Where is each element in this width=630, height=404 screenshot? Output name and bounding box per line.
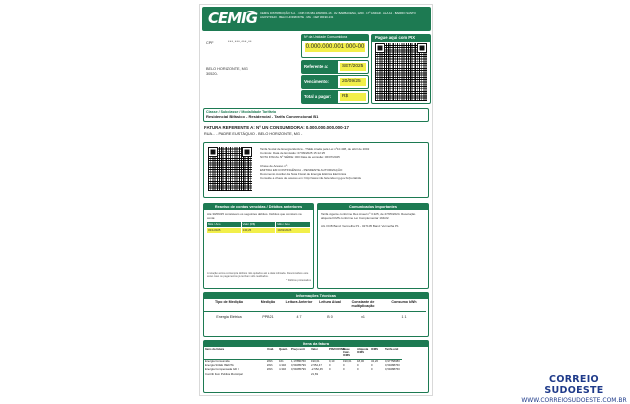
items-cell: Energia Compensada GD I — [205, 367, 239, 372]
customer-city: BELO HORIZONTE, MG — [206, 67, 248, 71]
items-cell: kWh — [267, 359, 273, 364]
overdue-header: Mês / Ano — [276, 222, 310, 227]
items-cell: Energia SCEE ISENTA — [205, 363, 234, 368]
technical-panel — [203, 292, 429, 337]
items-cell: 0,59285799 — [291, 367, 306, 372]
technical-cell: 1 1 — [401, 315, 407, 320]
items-header: Base Calc. ICMS — [342, 347, 356, 359]
items-table — [204, 347, 428, 376]
pix-box — [371, 34, 431, 104]
overdue-text: Até 30/09/25 constavam os seguintes débitos. Débitos que constam na conta: — [207, 212, 302, 221]
company-info: CEMIG DISTRIBUIÇÃO S.A. · CNPJ 06.981.180/0001-16 · AV. BARBACENA, 1200 · 17º ANDAR · ALA A1 · BAIRRO SANTO AGOSTINHO · BELO HORIZONTE · MG · CEP 30190-131 — [260, 11, 416, 19]
fiscal-line: Documento Auxiliar da Nota Fiscal de Energia Elétrica Eletrônica — [260, 172, 347, 177]
items-cell: 18,00 — [357, 359, 364, 364]
overdue-note — [207, 273, 311, 283]
items-cell: Energia Consumida — [205, 359, 230, 364]
items-cell: 0,59288760 — [385, 363, 400, 368]
items-cell: 0 — [329, 367, 331, 372]
invoice-reference: FATURA REFERENTE A: Nº UN CONSUMIDORA: 0.000.000.000.000-17 — [204, 125, 349, 130]
due-date-row — [301, 75, 369, 89]
total-row — [301, 90, 369, 104]
technical-header: Leitura Anterior — [282, 299, 316, 312]
technical-title: Informações Técnicas — [204, 293, 428, 299]
items-header: Alíquota ICMS — [356, 347, 370, 359]
classification-box — [203, 108, 429, 122]
fiscal-line: Chave de Acesso nº: — [260, 163, 288, 168]
total-label: Total a pagar: — [302, 91, 338, 103]
fiscal-text — [260, 147, 426, 181]
technical-header: Medição — [254, 299, 282, 312]
fiscal-line: Consulte a chave de acesso em: http://www.nfe.fazenda.mg.gov.br/portalnfe — [260, 176, 362, 181]
technical-cell: B 0 — [327, 315, 333, 320]
items-cell: 34,20 — [371, 359, 378, 364]
technical-header: Constante de multiplicação — [344, 299, 382, 312]
fiscal-line: NOTA FISCAL Nº SÉRIE: 000 Data de emissão: 06/07/2025 — [260, 155, 340, 160]
items-cell — [266, 372, 278, 376]
items-cell: kWh — [267, 367, 273, 372]
total-value: R$ — [340, 93, 366, 101]
items-header: Preço unit — [290, 347, 310, 359]
technical-table — [204, 299, 428, 322]
fiscal-qr-code-icon — [208, 147, 252, 191]
items-header: PIS/COFINS — [328, 347, 342, 359]
items-cell: 0,59285799 — [291, 363, 306, 368]
items-cell: 0 — [343, 367, 345, 372]
reference-value: SET/2025 — [340, 63, 366, 71]
items-header: Quant. — [278, 347, 290, 359]
classification-value: Residencial Bifásico - Residencial - Tarifa Convencional B1 — [206, 114, 319, 120]
overdue-title: Reaviso de contas vencidas / Débitos anteriores — [204, 204, 313, 210]
items-cell: 190,01 — [343, 359, 352, 364]
items-cell: 0,59288760 — [385, 367, 400, 372]
notices-panel — [317, 203, 429, 289]
overdue-note-text: A relação acima contempla débitos não quitados até a data indicada. Desconsidere este aviso caso os pagamentos já tenham sido realizados. — [207, 272, 309, 279]
items-cell: 190,01 — [311, 359, 320, 364]
items-cell: 2.552,47 — [311, 363, 322, 368]
items-header: Valor — [310, 347, 328, 359]
technical-cell: Energia Elétrica — [216, 315, 242, 320]
notices-text-2: AG OCB Band: Vermelha P1 - 027105 Band: Vermelha P1 — [321, 224, 399, 229]
due-date-value: 20/09/25 — [340, 78, 366, 86]
items-cell — [328, 372, 342, 376]
items-header: Itens da fatura — [204, 347, 266, 359]
energy-bill-document — [199, 4, 433, 396]
technical-cell: x1 — [361, 315, 365, 320]
technical-header: Leitura Atual — [316, 299, 344, 312]
fiscal-box — [203, 142, 429, 198]
technical-header: Tipo de Medição — [204, 299, 254, 312]
items-cell: 21,69 — [311, 371, 318, 376]
items-title: Itens da fatura — [204, 341, 428, 347]
fiscal-line: EMITIDA EM CONTINGÊNCIA - PENDENTE AUTORIZAÇÃO — [260, 167, 343, 172]
items-cell — [342, 372, 356, 376]
fiscal-line: Tarifa Social de Energia Elétrica - TSEE criada pela Lei nº10.438, de abril de 2002 — [260, 147, 370, 151]
items-cell: 0 — [371, 363, 373, 368]
items-panel — [203, 340, 429, 393]
items-cell: 4.346 — [279, 363, 286, 368]
items-cell — [278, 372, 290, 376]
technical-cell: PPB21 — [262, 315, 274, 320]
overdue-cell: 10/02/2025 — [276, 228, 310, 233]
watermark — [518, 374, 630, 404]
pix-qr-code-icon — [375, 43, 427, 101]
cpf-label: CPF — [206, 41, 214, 45]
technical-header: Consumo kWh — [382, 299, 426, 312]
bill-header — [202, 7, 431, 31]
items-cell: 0,97758080 — [385, 359, 400, 364]
items-cell: kWh — [267, 363, 273, 368]
installation-number: 0.000.000.001 000-00 — [305, 43, 365, 50]
items-cell: 0 — [329, 363, 331, 368]
technical-cell: 4 7 — [296, 315, 302, 320]
classification-title: Classe / Subclasse / Modalidade Tarifária — [206, 110, 277, 114]
cpf-value: ***.***.***-** — [228, 40, 252, 44]
notices-title: Comunicados Importantes — [318, 204, 428, 210]
overdue-cell: 03/1/2025 — [207, 228, 241, 233]
logo-swoosh-icon — [246, 11, 256, 15]
items-cell: -2.552,45 — [311, 367, 323, 372]
items-header: Tarifa unit — [384, 347, 402, 359]
cemig-logo: CEMIG — [208, 9, 258, 27]
items-cell: 4.346 — [279, 367, 286, 372]
items-cell: 0 — [357, 367, 359, 372]
fiscal-line: Controle: Data de Emissão: 07/09/2025 15:12:25 — [260, 151, 326, 156]
watermark-url: WWW.CORREIOSUDOESTE.COM.BR — [521, 397, 627, 404]
items-cell: 0 — [371, 367, 373, 372]
customer-address: RUA... - PADRE EUSTÁQUIO - BELO HORIZONTE, MG - — [204, 132, 303, 136]
items-cell — [290, 372, 310, 376]
installation-box — [301, 34, 369, 58]
items-cell: 0 — [343, 363, 345, 368]
items-cell: 161 — [279, 359, 284, 364]
watermark-name: CORREIO SUDOESTE — [544, 374, 604, 396]
items-cell: 0,10 — [329, 359, 335, 364]
overdue-header: Valor (R$) — [242, 222, 276, 227]
installation-title: Nº da Unidade Consumidora — [302, 35, 368, 41]
items-header: Unid. — [266, 347, 278, 359]
overdue-table — [207, 222, 310, 233]
overdue-header: Mês / Ano — [207, 222, 241, 227]
reference-row — [301, 60, 369, 74]
items-cell: 0 — [357, 363, 359, 368]
items-cell — [370, 372, 384, 376]
overdue-cell: 140,25 — [242, 228, 276, 233]
overdue-footnote: * Débitos protestados — [286, 279, 311, 283]
items-cell: Contrib Ilum Publica Municipal — [205, 371, 243, 376]
items-header: ICMS — [370, 347, 384, 359]
items-cell — [384, 372, 402, 376]
items-cell: 1,17880760 — [291, 359, 306, 364]
overdue-panel — [203, 203, 314, 289]
customer-zip: 30520- — [206, 72, 218, 76]
reference-label: Referente a: — [302, 61, 338, 73]
items-cell — [356, 372, 370, 376]
notices-text: Tarifa vigente conforme Res Aneel nº 3.325, de 27/05/2024. Resolução aliquota ICMS conforme Lei Complementar 194/22. — [321, 212, 416, 221]
pix-title: Pague aqui com PIX — [372, 35, 430, 42]
due-date-label: Vencimento: — [302, 76, 338, 88]
